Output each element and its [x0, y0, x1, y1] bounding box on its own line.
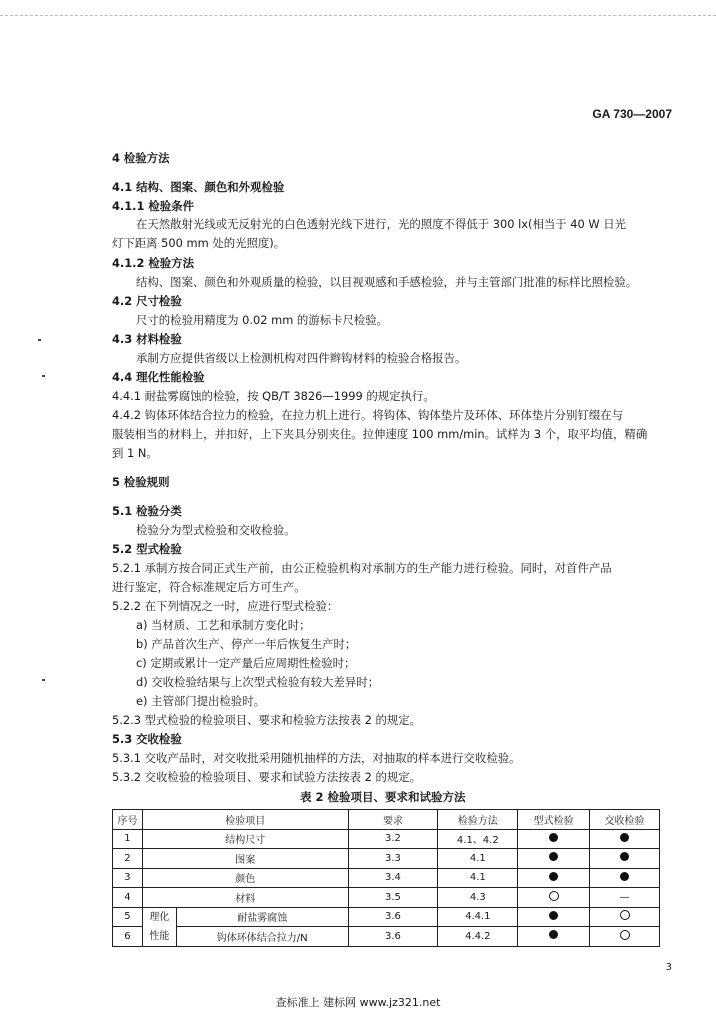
filled-circle-icon — [549, 833, 558, 842]
type-test-mark — [518, 829, 590, 849]
table-row — [113, 849, 660, 869]
type-test-mark — [518, 888, 590, 908]
para-4-4-2-c: 到 1 N。 — [112, 446, 158, 460]
para-5-2-1-a: 5.2.1 承制方按合同正式生产前，由公正检验机构对承制方的生产能力进行检验。同时，对首件产品 — [112, 561, 612, 575]
table-row — [113, 907, 660, 927]
row-item: 颜色 — [142, 868, 348, 888]
header-cell: 检验方法 — [438, 810, 518, 830]
type-test-mark — [518, 907, 590, 927]
acceptance-test-mark — [590, 829, 660, 849]
header-cell: 检验项目 — [142, 810, 348, 830]
standard-code: GA 730—2007 — [592, 107, 672, 121]
filled-circle-icon — [549, 911, 558, 920]
filled-circle-icon — [549, 852, 558, 861]
acceptance-test-mark: — — [590, 888, 660, 908]
para-4-3: 承制方应提供省级以上检测机构对四件辫钩材料的检验合格报告。 — [136, 351, 467, 365]
heading-4-3: 4.3 材料检验 — [112, 332, 182, 346]
list-item: c) 定期或累计一定产量后应周期性检验时； — [136, 656, 356, 670]
type-test-mark — [518, 927, 590, 947]
heading-4: 4 检验方法 — [112, 151, 170, 165]
heading-4-4: 4.4 理化性能检验 — [112, 370, 205, 384]
row-method: 4.4.2 — [438, 927, 518, 947]
row-item: 结构尺寸 — [142, 829, 348, 849]
top-border-line — [0, 15, 716, 16]
acceptance-test-mark — [590, 907, 660, 927]
group-label — [142, 907, 176, 946]
row-method: 4.1、4.2 — [438, 829, 518, 849]
row-requirement: 3.5 — [348, 888, 438, 908]
para-5-2-2: 5.2.2 在下列情况之一时，应进行型式检验： — [112, 599, 339, 613]
heading-4-1: 4.1 结构、图案、颜色和外观检验 — [112, 180, 285, 194]
heading-5-1: 5.1 检验分类 — [112, 504, 182, 518]
scan-speck — [42, 375, 45, 377]
group-label-line: 理化 — [149, 911, 170, 923]
open-circle-icon — [549, 891, 559, 901]
filled-circle-icon — [549, 930, 558, 939]
row-requirement: 3.4 — [348, 868, 438, 888]
row-requirement: 3.2 — [348, 829, 438, 849]
footer-watermark: 查标准上 建标网 www.jz321.net — [275, 996, 441, 1009]
filled-circle-icon — [620, 872, 629, 881]
table-header-row — [113, 810, 660, 830]
row-method: 4.1 — [438, 868, 518, 888]
row-number: 4 — [113, 888, 143, 908]
list-item: a) 当材质、工艺和承制方变化时； — [136, 618, 311, 632]
row-item: 材料 — [142, 888, 348, 908]
row-number: 2 — [113, 849, 143, 869]
heading-5-2: 5.2 型式检验 — [112, 542, 182, 556]
para-4-1-1-a: 在天然散射光线或无反射光的白色透射光线下进行，光的照度不得低于 300 lx(相当于 40 W 日光 — [136, 217, 627, 231]
table-row — [113, 888, 660, 908]
para-4-1-2: 结构、图案、颜色和外观质量的检验，以目视观感和手感检验，并与主管部门批准的标样比照检验。 — [136, 275, 638, 289]
para-4-4-2-b: 服装相当的材料上，并扣好，上下夹具分别夹住。拉伸速度 100 mm/min。试样为 3 个，取平均值，精确 — [112, 427, 648, 441]
list-item: e) 主管部门提出检验时。 — [136, 694, 265, 708]
row-item: 耐盐雾腐蚀 — [176, 907, 348, 927]
table-row — [113, 927, 660, 947]
row-item: 钩体环体结合拉力/N — [176, 927, 348, 947]
row-number: 6 — [113, 927, 143, 947]
open-circle-icon — [620, 910, 630, 920]
table-row — [113, 829, 660, 849]
header-cell: 交收检验 — [590, 810, 660, 830]
para-5-3-1: 5.3.1 交收产品时，对交收批采用随机抽样的方法，对抽取的样本进行交收检验。 — [112, 751, 521, 765]
row-requirement: 3.3 — [348, 849, 438, 869]
filled-circle-icon — [620, 852, 629, 861]
list-item: d) 交收检验结果与上次型式检验有较大差异时； — [136, 675, 380, 689]
heading-5: 5 检验规则 — [112, 475, 170, 489]
group-label-line: 性能 — [149, 930, 170, 942]
para-4-4-2-a: 4.4.2 钩体环体结合拉力的检验，在拉力机上进行。将钩体、钩体垫片及环体、环体垫片分别钉缀在与 — [112, 408, 624, 422]
acceptance-test-mark — [590, 849, 660, 869]
type-test-mark — [518, 868, 590, 888]
para-5-2-3: 5.2.3 型式检验的检验项目、要求和检验方法按表 2 的规定。 — [112, 713, 422, 727]
heading-5-3: 5.3 交收检验 — [112, 732, 182, 746]
table-row — [113, 868, 660, 888]
header-cell: 序号 — [113, 810, 143, 830]
acceptance-test-mark — [590, 868, 660, 888]
heading-4-1-2: 4.1.2 检验方法 — [112, 256, 194, 270]
row-method: 4.1 — [438, 849, 518, 869]
header-cell: 型式检验 — [518, 810, 590, 830]
page-number: 3 — [665, 962, 672, 973]
para-5-3-2: 5.3.2 交收检验的检验项目、要求和试验方法按表 2 的规定。 — [112, 770, 422, 784]
list-item: b) 产品首次生产、停产一年后恢复生产时； — [136, 637, 357, 651]
filled-circle-icon — [549, 872, 558, 881]
para-4-1-1-b: 灯下距离 500 mm 处的光照度)。 — [112, 236, 286, 250]
inspection-table — [112, 809, 660, 947]
type-test-mark — [518, 849, 590, 869]
header-cell: 要求 — [348, 810, 438, 830]
row-number: 3 — [113, 868, 143, 888]
table-title: 表 2 检验项目、要求和试验方法 — [300, 790, 466, 804]
row-method: 4.4.1 — [438, 907, 518, 927]
para-5-2-1-b: 进行鉴定，符合标准规定后方可生产。 — [112, 580, 306, 594]
acceptance-test-mark — [590, 927, 660, 947]
filled-circle-icon — [620, 833, 629, 842]
para-5-1: 检验分为型式检验和交收检验。 — [136, 523, 296, 537]
row-requirement: 3.6 — [348, 927, 438, 947]
para-4-2: 尺寸的检验用精度为 0.02 mm 的游标卡尺检验。 — [136, 313, 389, 327]
row-requirement: 3.6 — [348, 907, 438, 927]
row-item: 图案 — [142, 849, 348, 869]
row-number: 5 — [113, 907, 143, 927]
para-4-4-1: 4.4.1 耐盐雾腐蚀的检验，按 QB/T 3826—1999 的规定执行。 — [112, 389, 435, 403]
scan-speck — [38, 339, 41, 341]
row-method: 4.3 — [438, 888, 518, 908]
row-number: 1 — [113, 829, 143, 849]
heading-4-1-1: 4.1.1 检验条件 — [112, 199, 194, 213]
scan-speck — [42, 679, 45, 681]
heading-4-2: 4.2 尺寸检验 — [112, 294, 182, 308]
open-circle-icon — [620, 930, 630, 940]
